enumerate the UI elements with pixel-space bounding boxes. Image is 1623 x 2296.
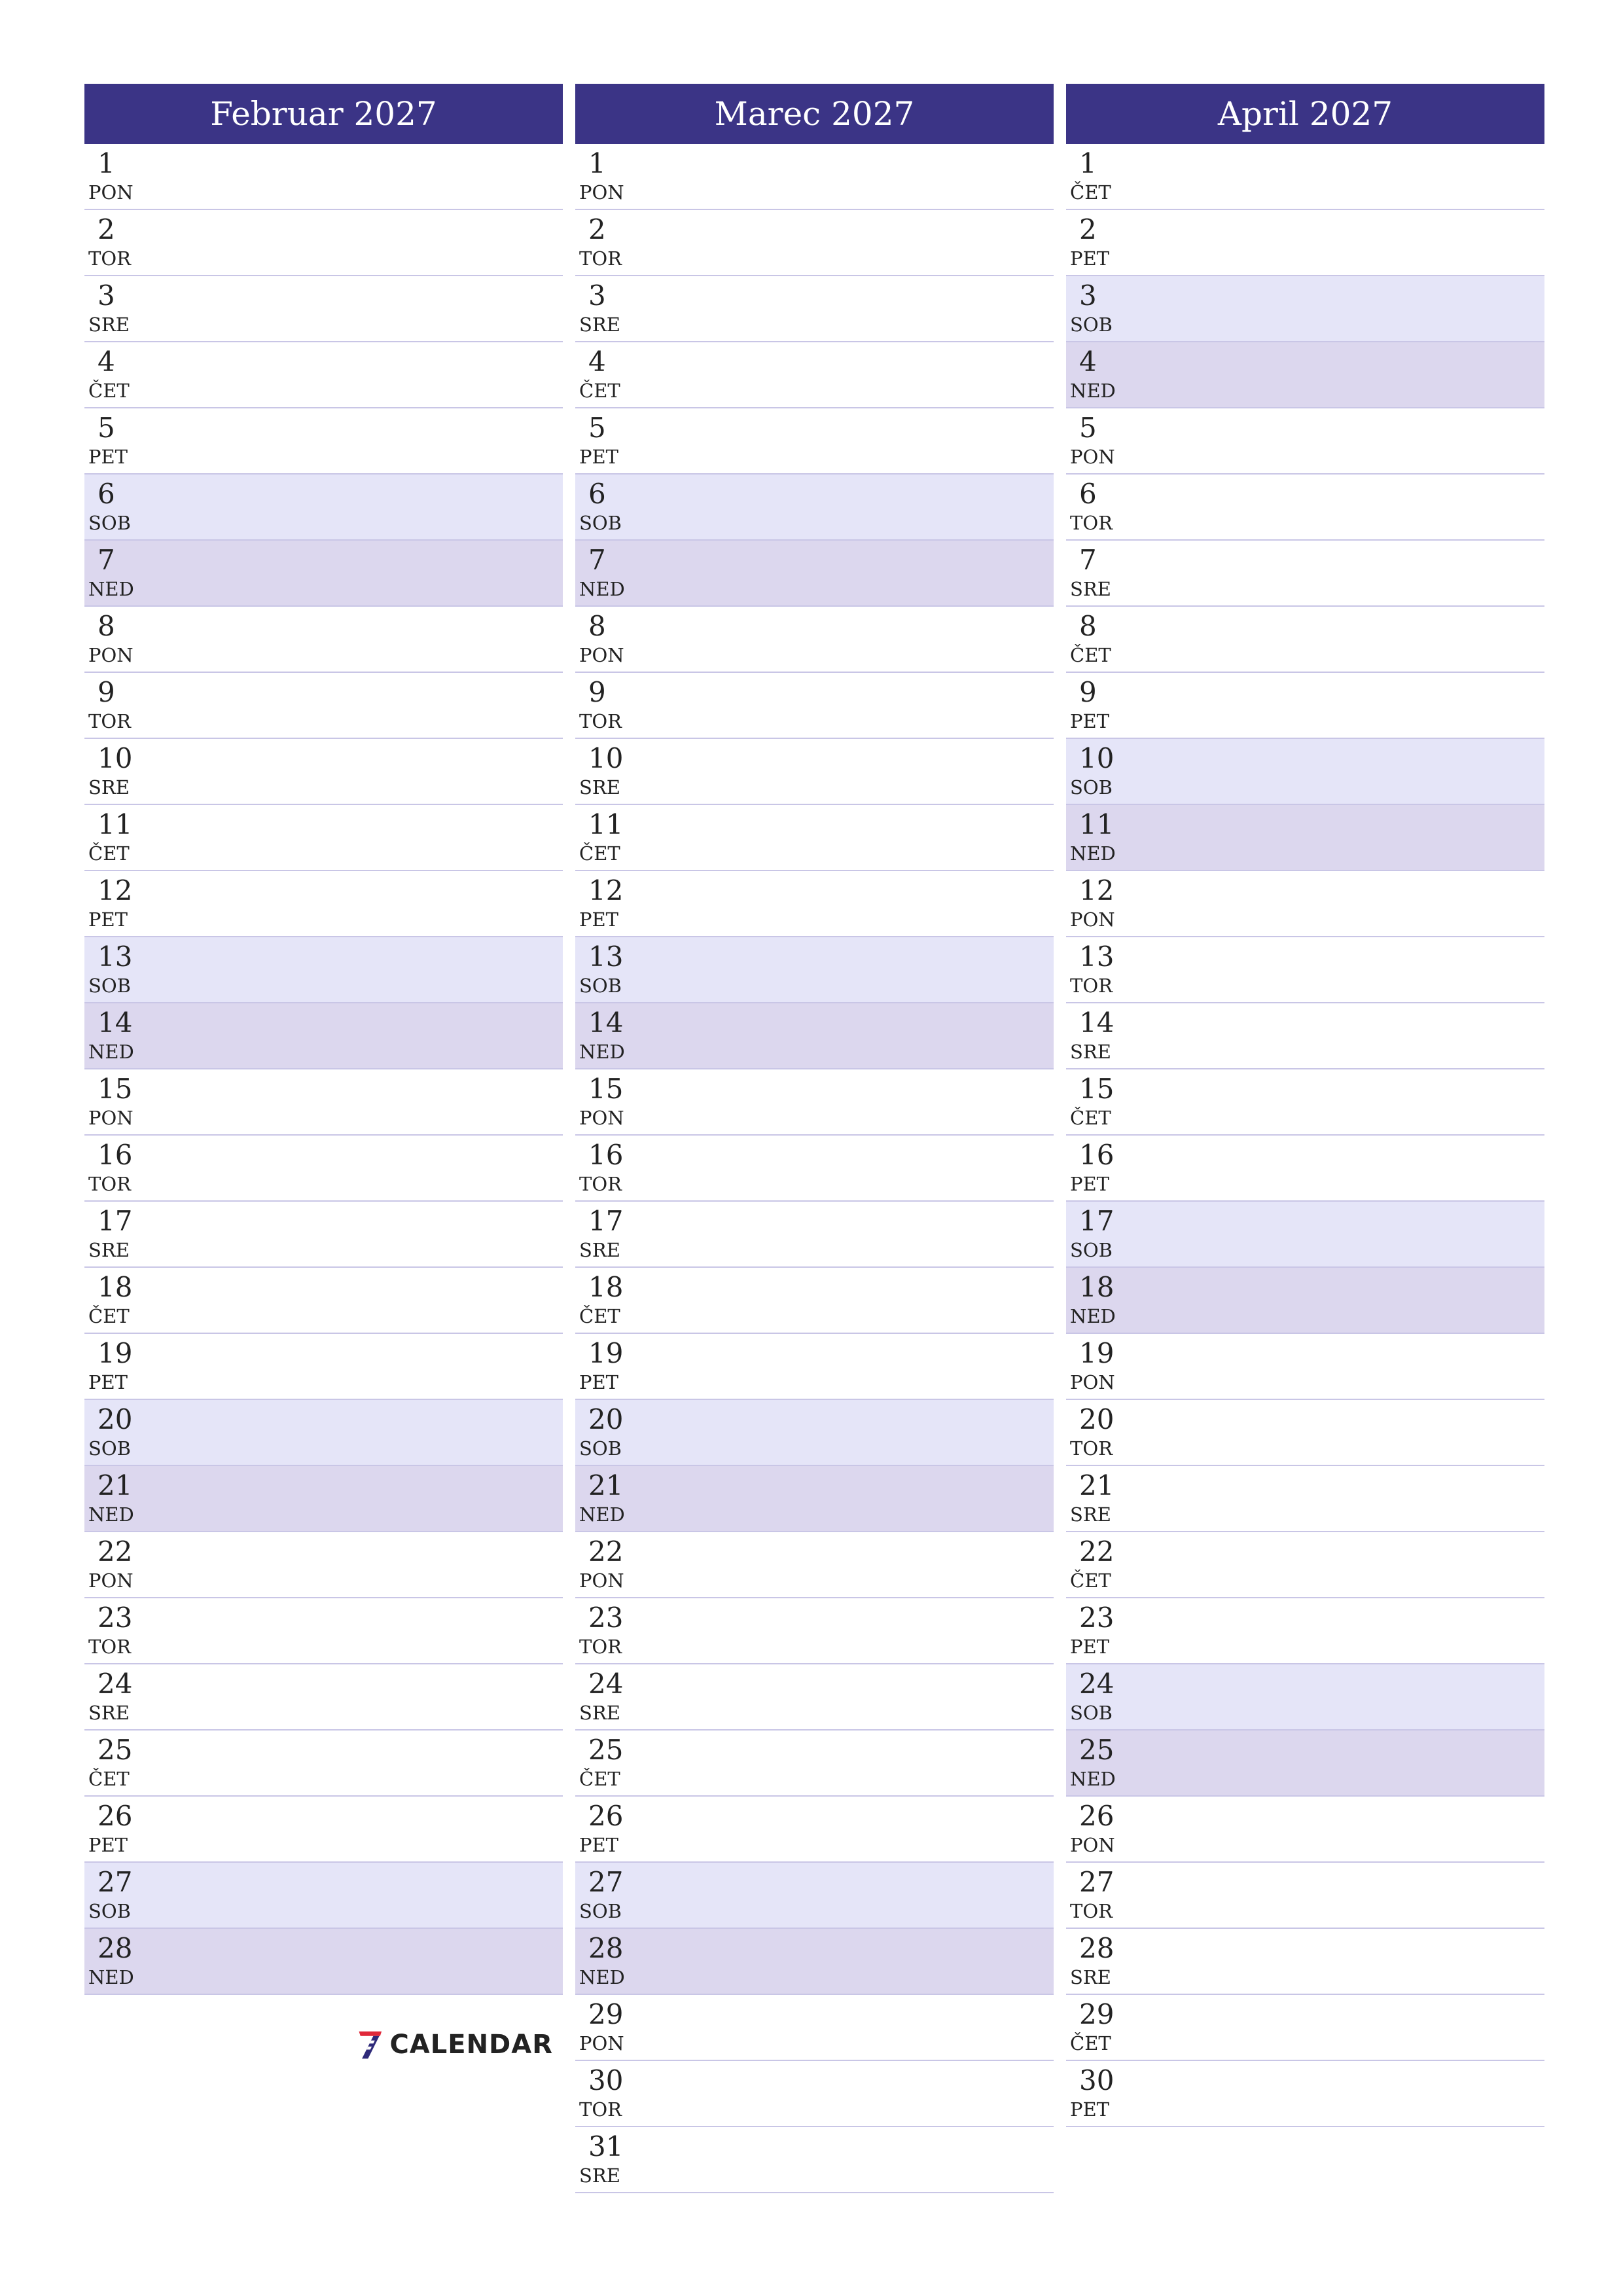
day-row	[1066, 1069, 1544, 1136]
day-name: TOR	[579, 2098, 622, 2121]
day-number: 17	[98, 1205, 133, 1237]
day-name: SOB	[579, 1437, 622, 1460]
day-row	[575, 1400, 1054, 1466]
day-name: PET	[1070, 2098, 1110, 2121]
day-row	[575, 1136, 1054, 1202]
day-name: PON	[88, 1107, 134, 1129]
day-row	[84, 1003, 563, 1069]
day-name: TOR	[579, 1636, 622, 1658]
day-name: PET	[579, 446, 619, 468]
day-row	[84, 541, 563, 607]
day-name: PON	[1070, 1834, 1115, 1856]
day-row	[575, 739, 1054, 805]
day-row	[575, 673, 1054, 739]
day-number: 9	[588, 676, 606, 708]
day-row	[84, 1664, 563, 1731]
day-number: 23	[98, 1602, 133, 1634]
day-row	[1066, 607, 1544, 673]
day-number: 10	[1079, 742, 1115, 774]
day-number: 1	[588, 147, 606, 179]
day-row	[84, 210, 563, 276]
day-row	[575, 342, 1054, 408]
day-number: 6	[98, 478, 115, 510]
day-name: TOR	[579, 247, 622, 270]
day-number: 22	[98, 1535, 133, 1568]
day-number: 13	[588, 941, 624, 973]
day-number: 17	[588, 1205, 624, 1237]
day-number: 3	[98, 279, 115, 312]
day-row	[575, 1863, 1054, 1929]
day-name: PON	[579, 644, 624, 666]
day-number: 15	[1079, 1073, 1115, 1105]
day-number: 20	[98, 1403, 133, 1435]
day-row	[1066, 805, 1544, 871]
day-name: ČET	[1070, 644, 1111, 666]
day-name: SRE	[88, 1702, 130, 1724]
day-row	[1066, 1664, 1544, 1731]
day-row	[84, 276, 563, 342]
day-name: NED	[579, 1503, 625, 1526]
day-row	[1066, 144, 1544, 210]
day-name: ČET	[88, 842, 130, 865]
day-number: 3	[1079, 279, 1097, 312]
day-number: 19	[588, 1337, 624, 1369]
day-row	[1066, 541, 1544, 607]
day-number: 9	[98, 676, 115, 708]
day-number: 14	[1079, 1007, 1115, 1039]
day-row	[1066, 1202, 1544, 1268]
day-name: TOR	[88, 1636, 131, 1658]
day-number: 16	[588, 1139, 624, 1171]
day-list	[1066, 144, 1544, 2127]
day-row	[575, 1268, 1054, 1334]
day-number: 1	[98, 147, 115, 179]
day-row	[1066, 937, 1544, 1003]
day-name: SOB	[579, 1900, 622, 1922]
day-name: SOB	[579, 512, 622, 534]
day-name: PON	[1070, 446, 1115, 468]
day-number: 23	[588, 1602, 624, 1634]
day-name: PET	[1070, 710, 1110, 732]
day-name: SOB	[579, 975, 622, 997]
day-name: PET	[579, 908, 619, 931]
day-name: NED	[88, 1041, 134, 1063]
day-number: 26	[588, 1800, 624, 1832]
day-name: TOR	[88, 710, 131, 732]
day-number: 27	[588, 1866, 624, 1898]
day-number: 6	[1079, 478, 1097, 510]
day-number: 9	[1079, 676, 1097, 708]
day-row	[84, 1334, 563, 1400]
day-number: 7	[588, 544, 606, 576]
day-number: 16	[98, 1139, 133, 1171]
day-row	[1066, 1136, 1544, 1202]
day-name: PON	[579, 181, 624, 204]
day-row	[575, 1003, 1054, 1069]
day-number: 20	[1079, 1403, 1115, 1435]
day-name: NED	[579, 578, 625, 600]
day-number: 12	[588, 874, 624, 906]
day-number: 10	[588, 742, 624, 774]
day-row	[84, 1202, 563, 1268]
day-name: TOR	[1070, 512, 1113, 534]
day-name: NED	[88, 578, 134, 600]
day-name: NED	[579, 1966, 625, 1988]
day-name: SOB	[88, 512, 131, 534]
day-number: 28	[1079, 1932, 1115, 1964]
day-row	[1066, 342, 1544, 408]
day-name: PET	[579, 1371, 619, 1393]
day-row	[1066, 739, 1544, 805]
day-number: 22	[588, 1535, 624, 1568]
day-number: 6	[588, 478, 606, 510]
day-row	[1066, 1598, 1544, 1664]
day-row	[1066, 1466, 1544, 1532]
day-number: 22	[1079, 1535, 1115, 1568]
day-row	[575, 607, 1054, 673]
day-row	[1066, 1731, 1544, 1797]
day-row	[575, 2127, 1054, 2193]
seven-logo-icon	[357, 2019, 383, 2070]
day-name: PET	[1070, 1636, 1110, 1658]
day-number: 8	[98, 610, 115, 642]
day-name: NED	[88, 1503, 134, 1526]
day-number: 28	[98, 1932, 133, 1964]
day-row	[575, 1598, 1054, 1664]
day-row	[84, 871, 563, 937]
day-name: TOR	[1070, 1437, 1113, 1460]
day-row	[1066, 673, 1544, 739]
day-name: SRE	[88, 314, 130, 336]
day-number: 16	[1079, 1139, 1115, 1171]
day-list	[575, 144, 1054, 2193]
day-number: 21	[98, 1469, 133, 1501]
day-row	[575, 871, 1054, 937]
day-number: 29	[588, 1998, 624, 2030]
day-number: 29	[1079, 1998, 1115, 2030]
day-row	[84, 144, 563, 210]
day-name: SOB	[1070, 776, 1113, 798]
day-row	[575, 1995, 1054, 2061]
day-row	[84, 739, 563, 805]
day-row	[1066, 276, 1544, 342]
day-row	[575, 1664, 1054, 1731]
day-name: ČET	[1070, 1570, 1111, 1592]
day-number: 15	[588, 1073, 624, 1105]
day-name: SRE	[579, 314, 620, 336]
day-number: 17	[1079, 1205, 1115, 1237]
day-row	[575, 1202, 1054, 1268]
day-row	[84, 805, 563, 871]
day-row	[1066, 1929, 1544, 1995]
day-name: PET	[579, 1834, 619, 1856]
day-row	[575, 805, 1054, 871]
day-name: PON	[88, 181, 134, 204]
day-number: 24	[588, 1668, 624, 1700]
day-name: SOB	[1070, 1702, 1113, 1724]
day-name: PET	[88, 1371, 128, 1393]
brand-logo	[357, 2018, 553, 2071]
day-number: 14	[98, 1007, 133, 1039]
day-name: PET	[88, 446, 128, 468]
day-name: NED	[579, 1041, 625, 1063]
day-row	[84, 1069, 563, 1136]
day-name: PON	[579, 2032, 624, 2054]
day-row	[84, 1268, 563, 1334]
day-number: 5	[588, 412, 606, 444]
day-name: PON	[579, 1570, 624, 1592]
day-name: SRE	[1070, 1503, 1111, 1526]
day-number: 7	[1079, 544, 1097, 576]
day-number: 2	[588, 213, 606, 245]
day-name: SRE	[579, 1239, 620, 1261]
day-number: 10	[98, 742, 133, 774]
day-number: 5	[1079, 412, 1097, 444]
day-number: 12	[1079, 874, 1115, 906]
day-name: SOB	[88, 1437, 131, 1460]
day-number: 4	[1079, 346, 1097, 378]
day-name: TOR	[88, 1173, 131, 1195]
day-number: 28	[588, 1932, 624, 1964]
day-row	[575, 144, 1054, 210]
day-row	[84, 1731, 563, 1797]
day-number: 18	[98, 1271, 133, 1303]
day-number: 7	[98, 544, 115, 576]
day-number: 1	[1079, 147, 1097, 179]
day-number: 31	[588, 2130, 624, 2162]
day-number: 23	[1079, 1602, 1115, 1634]
day-name: SRE	[1070, 1041, 1111, 1063]
day-row	[575, 1929, 1054, 1995]
day-name: SOB	[88, 1900, 131, 1922]
day-row	[84, 1136, 563, 1202]
day-number: 14	[588, 1007, 624, 1039]
day-number: 5	[98, 412, 115, 444]
day-number: 4	[588, 346, 606, 378]
day-name: ČET	[579, 380, 620, 402]
day-row	[1066, 1797, 1544, 1863]
day-row	[1066, 871, 1544, 937]
day-name: ČET	[1070, 1107, 1111, 1129]
day-row	[575, 276, 1054, 342]
logo-text: CALENDAR	[389, 2030, 553, 2060]
day-row	[1066, 1334, 1544, 1400]
day-row	[575, 1731, 1054, 1797]
day-name: PON	[579, 1107, 624, 1129]
day-name: PET	[1070, 1173, 1110, 1195]
day-row	[84, 1400, 563, 1466]
day-name: PET	[88, 1834, 128, 1856]
day-row	[575, 2061, 1054, 2127]
day-row	[1066, 475, 1544, 541]
day-number: 21	[1079, 1469, 1115, 1501]
day-row	[84, 937, 563, 1003]
day-name: ČET	[1070, 2032, 1111, 2054]
day-row	[575, 1797, 1054, 1863]
day-number: 19	[1079, 1337, 1115, 1369]
day-number: 2	[98, 213, 115, 245]
day-row	[1066, 1003, 1544, 1069]
month-header: Februar 2027	[84, 84, 563, 144]
day-row	[575, 1334, 1054, 1400]
day-number: 4	[98, 346, 115, 378]
day-number: 12	[98, 874, 133, 906]
day-row	[1066, 408, 1544, 475]
day-row	[575, 1466, 1054, 1532]
day-name: ČET	[1070, 181, 1111, 204]
day-name: NED	[1070, 380, 1116, 402]
day-number: 11	[588, 808, 624, 840]
day-number: 13	[1079, 941, 1115, 973]
month-header: Marec 2027	[575, 84, 1054, 144]
day-row	[84, 1466, 563, 1532]
day-number: 18	[588, 1271, 624, 1303]
day-row	[575, 408, 1054, 475]
day-row	[575, 541, 1054, 607]
day-name: TOR	[88, 247, 131, 270]
day-number: 21	[588, 1469, 624, 1501]
day-number: 27	[1079, 1866, 1115, 1898]
day-name: SRE	[579, 1702, 620, 1724]
day-number: 3	[588, 279, 606, 312]
day-number: 24	[1079, 1668, 1115, 1700]
day-row	[84, 408, 563, 475]
day-name: NED	[88, 1966, 134, 1988]
day-name: SRE	[1070, 578, 1111, 600]
day-number: 26	[1079, 1800, 1115, 1832]
day-name: SRE	[579, 776, 620, 798]
day-number: 15	[98, 1073, 133, 1105]
day-name: SRE	[88, 1239, 130, 1261]
day-row	[84, 1598, 563, 1664]
day-row	[84, 1532, 563, 1598]
day-list	[84, 144, 563, 1995]
day-row	[1066, 1995, 1544, 2061]
day-name: NED	[1070, 842, 1116, 865]
day-name: SOB	[1070, 314, 1113, 336]
day-number: 11	[98, 808, 133, 840]
day-number: 20	[588, 1403, 624, 1435]
day-name: NED	[1070, 1305, 1116, 1327]
day-name: PET	[1070, 247, 1110, 270]
day-name: PON	[1070, 1371, 1115, 1393]
day-number: 11	[1079, 808, 1115, 840]
month-header: April 2027	[1066, 84, 1544, 144]
day-name: TOR	[1070, 1900, 1113, 1922]
day-number: 8	[588, 610, 606, 642]
day-name: ČET	[88, 380, 130, 402]
day-name: PON	[1070, 908, 1115, 931]
day-number: 30	[588, 2064, 624, 2096]
day-number: 8	[1079, 610, 1097, 642]
day-name: SOB	[1070, 1239, 1113, 1261]
day-number: 2	[1079, 213, 1097, 245]
day-number: 19	[98, 1337, 133, 1369]
day-name: ČET	[579, 842, 620, 865]
day-row	[575, 1532, 1054, 1598]
day-row	[84, 342, 563, 408]
day-number: 25	[588, 1734, 624, 1766]
month-column-february	[84, 84, 563, 1995]
day-number: 25	[98, 1734, 133, 1766]
day-number: 18	[1079, 1271, 1115, 1303]
day-number: 24	[98, 1668, 133, 1700]
day-name: SRE	[88, 776, 130, 798]
day-row	[575, 475, 1054, 541]
day-number: 30	[1079, 2064, 1115, 2096]
day-row	[84, 1863, 563, 1929]
day-name: SRE	[579, 2164, 620, 2187]
day-number: 26	[98, 1800, 133, 1832]
day-row	[575, 937, 1054, 1003]
day-name: ČET	[579, 1768, 620, 1790]
day-name: ČET	[88, 1768, 130, 1790]
day-number: 13	[98, 941, 133, 973]
day-name: ČET	[88, 1305, 130, 1327]
day-name: ČET	[579, 1305, 620, 1327]
day-row	[1066, 2061, 1544, 2127]
day-name: TOR	[579, 710, 622, 732]
day-row	[1066, 1863, 1544, 1929]
day-name: PON	[88, 644, 134, 666]
day-name: NED	[1070, 1768, 1116, 1790]
day-row	[84, 1929, 563, 1995]
day-name: TOR	[1070, 975, 1113, 997]
day-row	[84, 673, 563, 739]
day-name: TOR	[579, 1173, 622, 1195]
day-name: SRE	[1070, 1966, 1111, 1988]
day-row	[1066, 1400, 1544, 1466]
day-number: 27	[98, 1866, 133, 1898]
day-row	[1066, 210, 1544, 276]
day-row	[1066, 1268, 1544, 1334]
day-row	[84, 607, 563, 673]
day-number: 25	[1079, 1734, 1115, 1766]
day-row	[1066, 1532, 1544, 1598]
day-row	[575, 1069, 1054, 1136]
day-name: PON	[88, 1570, 134, 1592]
day-row	[84, 1797, 563, 1863]
day-row	[84, 475, 563, 541]
day-name: SOB	[88, 975, 131, 997]
month-column-march	[575, 84, 1054, 2193]
day-name: PET	[88, 908, 128, 931]
month-column-april	[1066, 84, 1544, 2127]
day-row	[575, 210, 1054, 276]
